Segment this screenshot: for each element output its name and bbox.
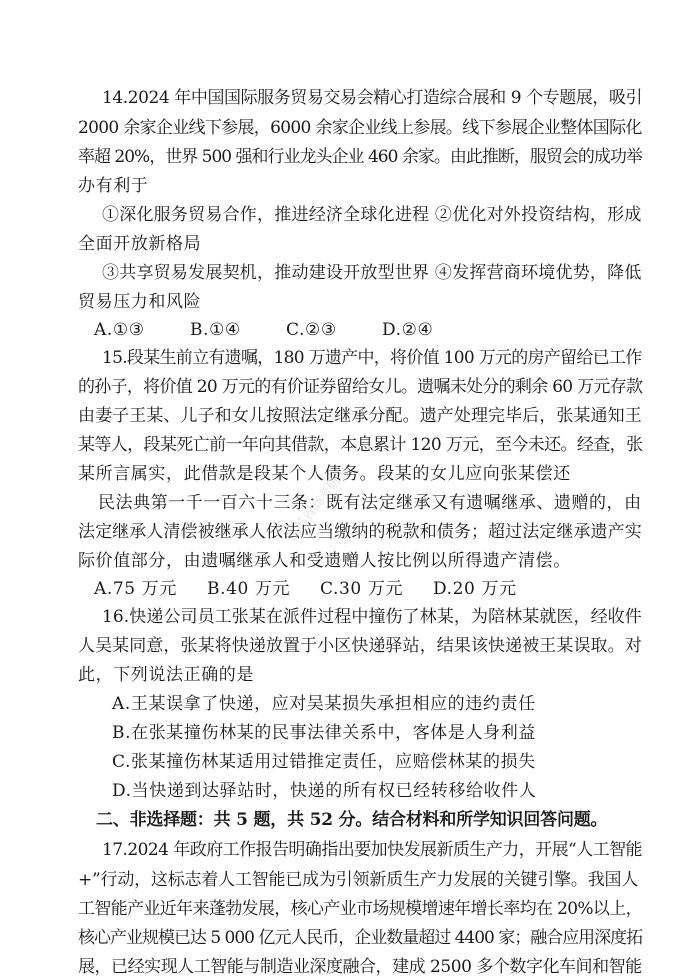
q15-option-c: C.30 万元 <box>320 579 404 599</box>
q17-line-5: 展，已经实现人工智能与制造业深度融合，建成 2500 多个数字化车间和智能 <box>78 957 642 977</box>
q14-options <box>94 318 478 342</box>
q16-line-1: 16.快递公司员工张某在派件过程中撞伤了林某，为陪林某就医，经收件 <box>102 607 642 627</box>
q14-statement-34: ③共享贸易发展契机，推动建设开放型世界 ④发挥营商环境优势，降低 <box>102 263 642 283</box>
q15-law-line-2: 法定继承人清偿被继承人依法应当缴纳的税款和债务；超过法定继承遗产实 <box>78 522 642 542</box>
watermark: 江苏省高考研究 <box>284 463 353 545</box>
q14-option-a: A.①③ <box>94 320 145 340</box>
q16-line-3: 此，下列说法正确的是 <box>78 665 254 685</box>
q14-option-d: D.②④ <box>382 320 434 340</box>
q14-statement-12-cont: 全面开放新格局 <box>78 234 202 254</box>
q17-line-1: 17.2024 年政府工作报告明确指出要加快发展新质生产力，开展“人工智能 <box>102 840 642 860</box>
q16-choice-a: A.王某误拿了快递，应对吴某损失承担相应的违约责任 <box>112 694 536 714</box>
q17-line-4: 核心产业规模已达 5 000 亿元人民币，企业数量超过 4400 家；融合应用深度拓 <box>78 928 643 948</box>
q15-option-a: A.75 万元 <box>94 579 177 599</box>
q16-line-2: 人吴某同意，张某将快递放置于小区快递驿站，结果该快递被王某误取。对 <box>78 636 642 656</box>
q14-line-2: 2000 余家企业线下参展，6000 余家企业线上参展。线下参展企业整体国际化 <box>78 118 642 138</box>
q15-line-4: 某等人，段某死亡前一年向其借款，本息累计 120 万元，至今未还。经查，张 <box>78 435 643 455</box>
q15-law-line-3: 际价值部分，由遗嘱继承人和受遗赠人按比例以所得遗产清偿。 <box>78 551 571 571</box>
q14-line-4: 办有利于 <box>78 176 149 196</box>
q14-statement-34-cont: 贸易压力和风险 <box>78 292 202 312</box>
q14-option-c: C.②③ <box>286 320 337 340</box>
q16-choice-d: D.当快递到达驿站时，快递的所有权已经转移给收件人 <box>112 781 537 801</box>
q16-choice-b: B.在张某撞伤林某的民事法律关系中，客体是人身利益 <box>112 723 536 743</box>
q15-line-5: 某所言属实，此借款是段某个人债务。段某的女儿应向张某偿还 <box>78 464 571 484</box>
q14-option-b: B.①④ <box>190 320 241 340</box>
q14-line-1: 14.2024 年中国国际服务贸易交易会精心打造综合展和 9 个专题展，吸引 <box>102 88 643 108</box>
q14-line-3: 率超 20%，世界 500 强和行业龙头企业 460 余家。由此推断，服贸会的成功举 <box>78 147 642 167</box>
q15-options <box>94 577 546 601</box>
q15-line-1: 15.段某生前立有遗嘱，180 万遗产中，将价值 100 万元的房产留给已工作 <box>102 348 642 368</box>
q17-line-2: +”行动，这标志着人工智能已成为引领新质生产力发展的关键引擎。我国人 <box>78 870 639 890</box>
q15-line-2: 的孙子，将价值 20 万元的有价证券留给女儿。遗嘱未处分的剩余 60 万元存款 <box>78 377 643 397</box>
q17-line-3: 工智能产业近年来蓬勃发展，核心产业市场规模增速年增长率均在 20%以上， <box>78 899 642 919</box>
q14-statement-12: ①深化服务贸易合作，推进经济全球化进程 ②优化对外投资结构，形成 <box>102 205 642 225</box>
q15-line-3: 由妻子王某、儿子和女儿按照法定继承分配。遗产处理完毕后，张某通知王 <box>78 406 642 426</box>
q15-option-b: B.40 万元 <box>207 579 291 599</box>
q15-option-d: D.20 万元 <box>433 579 517 599</box>
q16-choice-c: C.张某撞伤林某适用过错推定责任，应赔偿林某的损失 <box>112 752 536 772</box>
q15-law-line-1: 民法典第一千一百六十三条：既有法定继承又有遗嘱继承、遗赠的，由 <box>98 493 642 513</box>
section-2-heading: 二、非选择题：共 5 题，共 52 分。结合材料和所学知识回答问题。 <box>96 810 608 830</box>
